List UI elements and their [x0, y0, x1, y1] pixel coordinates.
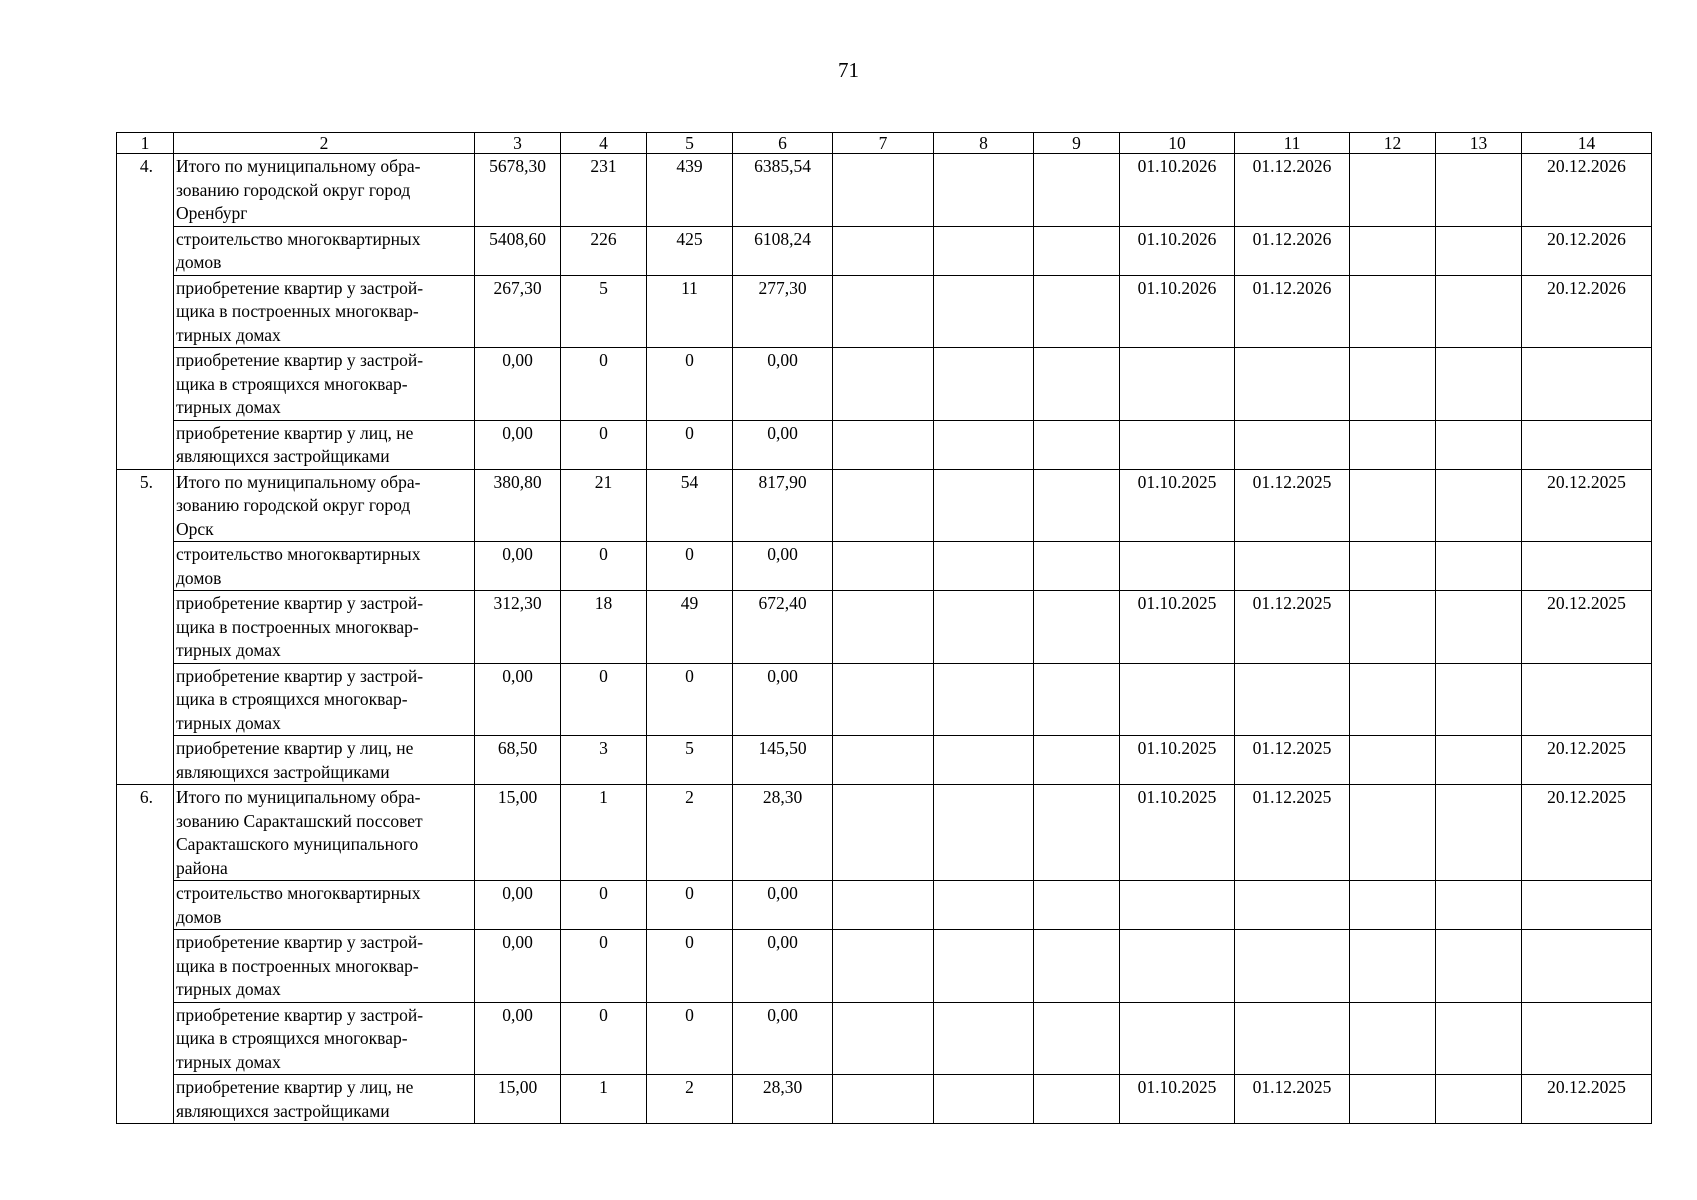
empty-cell	[1034, 1075, 1120, 1124]
empty-cell	[1034, 420, 1120, 469]
table-row	[117, 930, 1652, 1003]
cell-c4: 1	[561, 785, 647, 881]
empty-cell	[1350, 663, 1436, 736]
row-label-line: зованию городской округ город	[176, 179, 411, 200]
row-label-line: тирных домах	[176, 397, 281, 417]
empty-cell	[1034, 275, 1120, 348]
row-label	[174, 275, 475, 348]
empty-cell	[934, 591, 1034, 664]
empty-cell	[1350, 469, 1436, 542]
row-label-line: строительство многоквартирных	[176, 228, 421, 249]
cell-c3: 0,00	[475, 930, 561, 1003]
empty-cell	[1350, 785, 1436, 881]
empty-cell	[934, 542, 1034, 591]
cell-c5: 0	[647, 420, 733, 469]
empty-cell	[1034, 154, 1120, 227]
empty-cell	[1034, 930, 1120, 1003]
cell-c4: 0	[561, 930, 647, 1003]
row-label-line: строительство многоквартирных	[176, 883, 421, 903]
empty-cell	[1436, 420, 1522, 469]
empty-cell	[833, 881, 934, 930]
row-label-line: домов	[176, 906, 222, 927]
cell-c6: 0,00	[733, 542, 833, 591]
cell-c10: 01.10.2025	[1120, 736, 1235, 785]
table-row	[117, 1075, 1652, 1124]
empty-cell	[1350, 591, 1436, 664]
empty-cell	[1436, 469, 1522, 542]
cell-c5: 425	[647, 226, 733, 275]
cell-c4: 5	[561, 275, 647, 348]
cell-c5: 0	[647, 1002, 733, 1075]
empty-cell	[833, 591, 934, 664]
cell-c6: 0,00	[733, 663, 833, 736]
empty-cell	[934, 930, 1034, 1003]
cell-c14	[1522, 542, 1652, 591]
cell-c14	[1522, 663, 1652, 736]
cell-c10: 01.10.2025	[1120, 469, 1235, 542]
column-header: 1	[117, 133, 174, 154]
empty-cell	[934, 1075, 1034, 1124]
empty-cell	[833, 469, 934, 542]
row-label	[174, 785, 475, 881]
cell-c3: 5678,30	[475, 154, 561, 227]
column-header: 4	[561, 133, 647, 154]
cell-c5: 49	[647, 591, 733, 664]
empty-cell	[1034, 785, 1120, 881]
cell-c6: 817,90	[733, 469, 833, 542]
cell-c4: 0	[561, 663, 647, 736]
empty-cell	[1350, 736, 1436, 785]
row-label-line: приобретение квартир у застрой-	[176, 593, 424, 613]
cell-c4: 0	[561, 881, 647, 930]
row-label	[174, 420, 475, 469]
empty-cell	[1350, 930, 1436, 1003]
row-label-line: тирных домах	[176, 979, 281, 999]
row-label-line: Оренбург	[176, 203, 248, 223]
cell-c4: 0	[561, 348, 647, 421]
empty-cell	[833, 663, 934, 736]
empty-cell	[833, 226, 934, 275]
group-index: 6.	[117, 785, 174, 1124]
row-label-line: приобретение квартир у застрой-	[176, 932, 424, 952]
empty-cell	[833, 154, 934, 227]
cell-c3: 15,00	[475, 1075, 561, 1124]
cell-c6: 672,40	[733, 591, 833, 664]
row-label-line: являющихся застройщиками	[176, 1100, 390, 1121]
column-header: 9	[1034, 133, 1120, 154]
cell-c10: 01.10.2026	[1120, 226, 1235, 275]
empty-cell	[833, 420, 934, 469]
empty-cell	[934, 881, 1034, 930]
table-row	[117, 736, 1652, 785]
row-label	[174, 591, 475, 664]
row-label	[174, 469, 475, 542]
cell-c4: 231	[561, 154, 647, 227]
row-label	[174, 881, 475, 930]
empty-cell	[1034, 736, 1120, 785]
empty-cell	[1034, 881, 1120, 930]
empty-cell	[1034, 542, 1120, 591]
empty-cell	[833, 275, 934, 348]
cell-c14	[1522, 930, 1652, 1003]
empty-cell	[833, 736, 934, 785]
empty-cell	[833, 930, 934, 1003]
cell-c11: 01.12.2025	[1235, 591, 1350, 664]
row-label	[174, 154, 475, 227]
cell-c11: 01.12.2026	[1235, 154, 1350, 227]
cell-c10	[1120, 1002, 1235, 1075]
column-header: 12	[1350, 133, 1436, 154]
row-label-line: тирных домах	[176, 712, 281, 733]
cell-c10: 01.10.2026	[1120, 154, 1235, 227]
column-header: 3	[475, 133, 561, 154]
cell-c4: 0	[561, 1002, 647, 1075]
row-label-line: тирных домах	[176, 1051, 281, 1072]
cell-c3: 0,00	[475, 420, 561, 469]
row-label-line: щика в строящихся многоквар-	[176, 689, 408, 709]
empty-cell	[934, 736, 1034, 785]
cell-c6: 0,00	[733, 420, 833, 469]
empty-cell	[934, 348, 1034, 421]
empty-cell	[1436, 663, 1522, 736]
empty-cell	[1350, 1075, 1436, 1124]
row-label-line: приобретение квартир у застрой-	[176, 277, 424, 298]
row-label	[174, 542, 475, 591]
empty-cell	[1034, 348, 1120, 421]
empty-cell	[1350, 420, 1436, 469]
cell-c3: 0,00	[475, 348, 561, 421]
column-header: 14	[1522, 133, 1652, 154]
cell-c5: 439	[647, 154, 733, 227]
empty-cell	[1436, 785, 1522, 881]
empty-cell	[934, 275, 1034, 348]
cell-c5: 0	[647, 881, 733, 930]
cell-c3: 0,00	[475, 542, 561, 591]
empty-cell	[1350, 226, 1436, 275]
empty-cell	[934, 663, 1034, 736]
empty-cell	[1436, 1002, 1522, 1075]
row-label-line: Итого по муниципальному обра-	[176, 787, 421, 807]
cell-c11	[1235, 881, 1350, 930]
cell-c6: 0,00	[733, 881, 833, 930]
cell-c4: 0	[561, 420, 647, 469]
cell-c14: 20.12.2026	[1522, 226, 1652, 275]
empty-cell	[1436, 348, 1522, 421]
row-label-line: Итого по муниципальному обра-	[176, 156, 421, 176]
empty-cell	[1436, 226, 1522, 275]
cell-c10	[1120, 420, 1235, 469]
table-row	[117, 785, 1652, 881]
cell-c10: 01.10.2025	[1120, 591, 1235, 664]
header-row	[117, 133, 1652, 154]
row-label-line: являющихся застройщиками	[176, 761, 390, 782]
table-row	[117, 881, 1652, 930]
cell-c11	[1235, 663, 1350, 736]
row-label-line: приобретение квартир у лиц, не	[176, 738, 414, 758]
empty-cell	[1034, 469, 1120, 542]
empty-cell	[1436, 881, 1522, 930]
cell-c4: 18	[561, 591, 647, 664]
empty-cell	[934, 1002, 1034, 1075]
column-header: 7	[833, 133, 934, 154]
empty-cell	[1350, 275, 1436, 348]
cell-c11: 01.12.2026	[1235, 226, 1350, 275]
cell-c3: 5408,60	[475, 226, 561, 275]
empty-cell	[833, 785, 934, 881]
cell-c11	[1235, 420, 1350, 469]
column-header: 6	[733, 133, 833, 154]
row-label-line: Саракташского муниципального	[176, 834, 419, 854]
cell-c3: 267,30	[475, 275, 561, 348]
empty-cell	[1436, 930, 1522, 1003]
cell-c10: 01.10.2026	[1120, 275, 1235, 348]
row-label-line: строительство многоквартирных	[176, 544, 421, 564]
row-label	[174, 930, 475, 1003]
cell-c11: 01.12.2025	[1235, 785, 1350, 881]
table-row	[117, 1002, 1652, 1075]
column-header: 10	[1120, 133, 1235, 154]
cell-c10	[1120, 542, 1235, 591]
cell-c3: 312,30	[475, 591, 561, 664]
empty-cell	[833, 542, 934, 591]
cell-c10	[1120, 930, 1235, 1003]
cell-c4: 226	[561, 226, 647, 275]
cell-c14	[1522, 881, 1652, 930]
empty-cell	[1350, 881, 1436, 930]
row-label-line: щика в строящихся многоквар-	[176, 1028, 408, 1048]
table-row	[117, 469, 1652, 542]
cell-c6: 0,00	[733, 930, 833, 1003]
row-label	[174, 348, 475, 421]
row-label-line: домов	[176, 252, 222, 272]
row-label-line: тирных домах	[176, 640, 281, 660]
cell-c11	[1235, 930, 1350, 1003]
row-label-line: зованию Саракташский поссовет	[176, 810, 423, 831]
cell-c14: 20.12.2025	[1522, 469, 1652, 542]
cell-c3: 68,50	[475, 736, 561, 785]
cell-c6: 6385,54	[733, 154, 833, 227]
cell-c6: 28,30	[733, 785, 833, 881]
empty-cell	[833, 348, 934, 421]
empty-cell	[934, 226, 1034, 275]
cell-c6: 145,50	[733, 736, 833, 785]
row-label	[174, 1075, 475, 1124]
cell-c3: 0,00	[475, 663, 561, 736]
table-row	[117, 226, 1652, 275]
empty-cell	[1350, 1002, 1436, 1075]
cell-c11: 01.12.2026	[1235, 275, 1350, 348]
empty-cell	[833, 1002, 934, 1075]
cell-c10	[1120, 663, 1235, 736]
cell-c11: 01.12.2025	[1235, 736, 1350, 785]
row-label-line: приобретение квартир у застрой-	[176, 1004, 424, 1025]
row-label-line: района	[176, 857, 228, 878]
empty-cell	[1034, 226, 1120, 275]
cell-c5: 0	[647, 348, 733, 421]
cell-c14: 20.12.2025	[1522, 591, 1652, 664]
row-label-line: щика в построенных многоквар-	[176, 301, 419, 321]
empty-cell	[833, 1075, 934, 1124]
row-label	[174, 736, 475, 785]
row-label-line: приобретение квартир у лиц, не	[176, 422, 414, 443]
cell-c6: 0,00	[733, 1002, 833, 1075]
empty-cell	[1436, 1075, 1522, 1124]
empty-cell	[1350, 542, 1436, 591]
cell-c5: 0	[647, 542, 733, 591]
row-label-line: тирных домах	[176, 324, 281, 345]
empty-cell	[1350, 348, 1436, 421]
table-row	[117, 542, 1652, 591]
row-label	[174, 1002, 475, 1075]
cell-c11: 01.12.2025	[1235, 469, 1350, 542]
cell-c4: 21	[561, 469, 647, 542]
row-label-line: щика в построенных многоквар-	[176, 616, 419, 637]
cell-c11	[1235, 1002, 1350, 1075]
empty-cell	[934, 469, 1034, 542]
row-label	[174, 663, 475, 736]
cell-c5: 2	[647, 785, 733, 881]
program-table	[116, 132, 1652, 1124]
row-label-line: являющихся застройщиками	[176, 446, 390, 466]
row-label	[174, 226, 475, 275]
row-label-line: приобретение квартир у лиц, не	[176, 1077, 414, 1097]
empty-cell	[934, 154, 1034, 227]
column-header: 8	[934, 133, 1034, 154]
cell-c6: 28,30	[733, 1075, 833, 1124]
cell-c5: 54	[647, 469, 733, 542]
empty-cell	[1034, 663, 1120, 736]
empty-cell	[1436, 275, 1522, 348]
empty-cell	[1436, 542, 1522, 591]
empty-cell	[1436, 736, 1522, 785]
cell-c10: 01.10.2025	[1120, 785, 1235, 881]
cell-c3: 0,00	[475, 881, 561, 930]
cell-c14: 20.12.2026	[1522, 275, 1652, 348]
cell-c5: 11	[647, 275, 733, 348]
cell-c11	[1235, 348, 1350, 421]
empty-cell	[1436, 154, 1522, 227]
cell-c5: 2	[647, 1075, 733, 1124]
group-index: 4.	[117, 154, 174, 470]
row-label-line: домов	[176, 567, 222, 588]
cell-c4: 1	[561, 1075, 647, 1124]
cell-c3: 380,80	[475, 469, 561, 542]
cell-c14	[1522, 420, 1652, 469]
cell-c10	[1120, 348, 1235, 421]
row-label-line: щика в построенных многоквар-	[176, 955, 419, 976]
cell-c3: 0,00	[475, 1002, 561, 1075]
row-label-line: Орск	[176, 518, 214, 539]
empty-cell	[1034, 591, 1120, 664]
row-label-line: щика в строящихся многоквар-	[176, 373, 408, 394]
cell-c14: 20.12.2025	[1522, 1075, 1652, 1124]
table-row	[117, 663, 1652, 736]
table-row	[117, 591, 1652, 664]
cell-c4: 0	[561, 542, 647, 591]
row-label-line: приобретение квартир у застрой-	[176, 665, 424, 686]
column-header: 2	[174, 133, 475, 154]
cell-c5: 5	[647, 736, 733, 785]
cell-c14	[1522, 1002, 1652, 1075]
cell-c14: 20.12.2026	[1522, 154, 1652, 227]
empty-cell	[1436, 591, 1522, 664]
row-label-line: зованию городской округ город	[176, 495, 411, 515]
row-label-line: приобретение квартир у застрой-	[176, 350, 424, 370]
cell-c6: 277,30	[733, 275, 833, 348]
cell-c14: 20.12.2025	[1522, 736, 1652, 785]
table-row	[117, 420, 1652, 469]
table-row	[117, 348, 1652, 421]
group-index: 5.	[117, 469, 174, 785]
cell-c10: 01.10.2025	[1120, 1075, 1235, 1124]
cell-c14: 20.12.2025	[1522, 785, 1652, 881]
empty-cell	[934, 785, 1034, 881]
empty-cell	[1350, 154, 1436, 227]
cell-c10	[1120, 881, 1235, 930]
empty-cell	[1034, 1002, 1120, 1075]
cell-c5: 0	[647, 663, 733, 736]
column-header: 13	[1436, 133, 1522, 154]
cell-c14	[1522, 348, 1652, 421]
cell-c3: 15,00	[475, 785, 561, 881]
cell-c11	[1235, 542, 1350, 591]
column-header: 11	[1235, 133, 1350, 154]
column-header: 5	[647, 133, 733, 154]
table-row	[117, 154, 1652, 227]
cell-c5: 0	[647, 930, 733, 1003]
cell-c6: 0,00	[733, 348, 833, 421]
cell-c4: 3	[561, 736, 647, 785]
cell-c11: 01.12.2025	[1235, 1075, 1350, 1124]
row-label-line: Итого по муниципальному обра-	[176, 471, 421, 492]
empty-cell	[934, 420, 1034, 469]
page-number: 71	[838, 58, 859, 82]
cell-c6: 6108,24	[733, 226, 833, 275]
table-row	[117, 275, 1652, 348]
